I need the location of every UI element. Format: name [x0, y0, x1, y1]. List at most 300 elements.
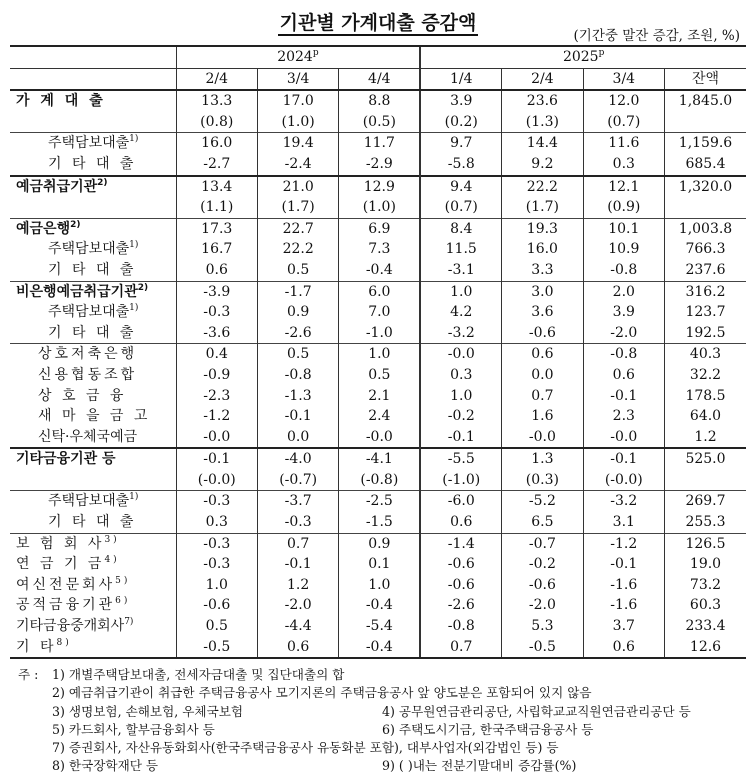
table-cell: (-0.0): [583, 470, 664, 491]
table-cell: -1.7: [257, 281, 338, 302]
table-cell: 255.3: [665, 512, 747, 533]
loan-table: [10, 45, 746, 659]
table-row: [10, 239, 746, 260]
row-label: [10, 302, 176, 323]
table-cell: 1,845.0: [665, 90, 747, 112]
table-cell: 19.0: [665, 554, 747, 575]
row-label-text: 기 타 대 출: [48, 324, 137, 341]
table-cell: -2.0: [257, 595, 338, 616]
table-row: [10, 197, 746, 218]
table-cell: -1.3: [257, 386, 338, 407]
table-cell: 17.0: [257, 90, 338, 112]
table-cell: -0.3: [176, 302, 257, 323]
table-cell: -2.3: [176, 386, 257, 407]
table-cell: -0.6: [502, 575, 583, 596]
table-cell: 13.3: [176, 90, 257, 112]
table-cell: 0.9: [257, 302, 338, 323]
row-label-text: 신용협동조합: [38, 366, 138, 383]
table-cell: (0.5): [339, 112, 420, 133]
table-cell: 2.1: [339, 386, 420, 407]
table-cell: 12.0: [583, 90, 664, 112]
footnotes: [18, 666, 748, 776]
row-label: [10, 260, 176, 281]
table-cell: 10.1: [583, 218, 664, 239]
table-cell: 11.6: [583, 133, 664, 154]
row-label: [10, 427, 176, 449]
table-cell: 1,003.8: [665, 218, 747, 239]
row-label: [10, 176, 176, 198]
table-cell: -5.4: [339, 616, 420, 637]
table-cell: -0.8: [420, 616, 501, 637]
row-label: [10, 637, 176, 659]
table-cell: 8.8: [339, 90, 420, 112]
table-cell: (0.7): [420, 197, 501, 218]
table-cell: -0.5: [176, 637, 257, 659]
row-label: [10, 365, 176, 386]
table-cell: 19.4: [257, 133, 338, 154]
table-cell: 525.0: [665, 448, 747, 470]
notes-prefix: 주 :: [18, 667, 39, 682]
table-cell: -0.1: [176, 448, 257, 470]
row-label: [10, 616, 176, 637]
table-cell: 233.4: [665, 616, 747, 637]
table-cell: (0.7): [583, 112, 664, 133]
table-cell: 23.6: [502, 90, 583, 112]
table-cell: (-0.8): [339, 470, 420, 491]
table-row: [10, 470, 746, 491]
table-cell: -2.6: [257, 323, 338, 344]
table-row: [10, 512, 746, 533]
table-cell: 6.0: [339, 281, 420, 302]
table-cell: -0.9: [176, 365, 257, 386]
note-4: 4) 공무원연금관리공단, 사립학교교직원연금관리공단 등: [382, 703, 691, 719]
table-cell: -0.6: [420, 554, 501, 575]
table-row: [10, 112, 746, 133]
col-header: 2/4: [176, 68, 257, 90]
row-label-text: 기 타: [16, 638, 57, 655]
row-label: [10, 344, 176, 365]
table-cell: -0.1: [257, 554, 338, 575]
table-cell: -3.2: [583, 491, 664, 512]
col-header: 3/4: [257, 68, 338, 90]
table-cell: -2.6: [420, 595, 501, 616]
table-cell: [665, 197, 747, 218]
table-cell: 0.5: [257, 260, 338, 281]
table-row: [10, 365, 746, 386]
table-cell: 0.6: [257, 637, 338, 659]
row-label-text: 신탁·우체국예금: [38, 428, 138, 445]
table-cell: -0.3: [257, 512, 338, 533]
table-cell: -2.0: [583, 323, 664, 344]
row-label: [10, 90, 176, 112]
table-cell: 1.0: [176, 575, 257, 596]
row-label-text: 상호저축은행: [38, 346, 138, 363]
table-cell: -0.6: [420, 575, 501, 596]
table-cell: 9.2: [502, 154, 583, 176]
table-cell: 0.6: [176, 260, 257, 281]
row-label-text: 가 계 대 출: [16, 93, 106, 110]
table-cell: 0.0: [257, 427, 338, 449]
table-cell: -3.9: [176, 281, 257, 302]
footnote-ref: 1): [129, 134, 139, 145]
table-cell: 0.0: [502, 365, 583, 386]
table-row: [10, 406, 746, 427]
footnote-ref: 1): [129, 240, 139, 251]
table-cell: -5.5: [420, 448, 501, 470]
row-label-text: 새 마 을 금 고: [38, 408, 151, 425]
table-cell: (0.2): [420, 112, 501, 133]
table-cell: -2.4: [257, 154, 338, 176]
table-cell: 11.5: [420, 239, 501, 260]
table-cell: 0.1: [339, 554, 420, 575]
table-row: [10, 344, 746, 365]
note-5: 5) 카드회사, 할부금융회사 등: [52, 721, 215, 737]
table-row: [10, 575, 746, 596]
footnote-ref: 1): [129, 492, 139, 503]
table-cell: -1.2: [583, 533, 664, 554]
table-cell: (-0.0): [176, 470, 257, 491]
table-row: [10, 386, 746, 407]
table-cell: 7.0: [339, 302, 420, 323]
table-cell: -0.1: [257, 406, 338, 427]
table-cell: -6.0: [420, 491, 501, 512]
table-cell: 1.6: [502, 406, 583, 427]
table-cell: (0.9): [583, 197, 664, 218]
row-label: [10, 281, 176, 302]
table-cell: -0.6: [502, 323, 583, 344]
row-label-text: 주택담보대출: [48, 135, 130, 152]
table-cell: 1.0: [339, 575, 420, 596]
table-row: [10, 260, 746, 281]
table-cell: (1.3): [502, 112, 583, 133]
table-cell: 3.6: [502, 302, 583, 323]
table-cell: -0.1: [583, 448, 664, 470]
table-cell: 5.3: [502, 616, 583, 637]
row-label: [10, 491, 176, 512]
table-row: [10, 491, 746, 512]
footnote-ref: 6): [115, 596, 131, 607]
table-cell: 6.9: [339, 218, 420, 239]
col-header: 4/4: [339, 68, 420, 90]
table-cell: 3.9: [420, 90, 501, 112]
table-cell: 126.5: [665, 533, 747, 554]
table-cell: 0.6: [420, 512, 501, 533]
table-cell: -2.7: [176, 154, 257, 176]
row-label: [10, 512, 176, 533]
table-cell: -1.6: [583, 595, 664, 616]
table-cell: 685.4: [665, 154, 747, 176]
table-cell: -0.8: [583, 260, 664, 281]
table-cell: (1.7): [502, 197, 583, 218]
table-cell: -0.6: [176, 595, 257, 616]
table-cell: 0.5: [257, 344, 338, 365]
footnote-ref: 4): [104, 555, 120, 566]
footnote-ref: 5): [115, 575, 131, 586]
table-cell: 0.5: [176, 616, 257, 637]
table-cell: -3.2: [420, 323, 501, 344]
table-cell: 3.7: [583, 616, 664, 637]
row-label: [10, 533, 176, 554]
table-cell: (1.1): [176, 197, 257, 218]
row-label: [10, 406, 176, 427]
table-cell: 3.0: [502, 281, 583, 302]
table-cell: 10.9: [583, 239, 664, 260]
table-cell: (1.0): [339, 197, 420, 218]
note-1: 1) 개별주택담보대출, 전세자금대출 및 집단대출의 합: [52, 667, 345, 682]
table-cell: -1.2: [176, 406, 257, 427]
table-row: [10, 218, 746, 239]
table-cell: -0.2: [420, 406, 501, 427]
table-row: [10, 302, 746, 323]
table-cell: 0.6: [502, 344, 583, 365]
table-cell: 316.2: [665, 281, 747, 302]
table-row: [10, 176, 746, 198]
table-cell: -0.0: [502, 427, 583, 449]
table-cell: 8.4: [420, 218, 501, 239]
row-label-text: 보 험 회 사: [16, 535, 105, 552]
col-header: 2/4: [502, 68, 583, 90]
header-year-2025: 2025$^p$: [420, 46, 746, 68]
table-cell: 60.3: [665, 595, 747, 616]
table-cell: -2.9: [339, 154, 420, 176]
header-year-2024: 2024$^p$: [176, 46, 420, 68]
table-row: [10, 637, 746, 659]
table-cell: 16.0: [176, 133, 257, 154]
row-label-text: 예금취급기관: [16, 178, 98, 195]
row-label: [10, 112, 176, 133]
table-cell: -0.1: [420, 427, 501, 449]
table-cell: 0.7: [257, 533, 338, 554]
table-cell: 0.6: [583, 637, 664, 659]
row-label-text: 여신전문회사: [16, 576, 116, 593]
row-label-text: 기 타 대 출: [48, 261, 137, 278]
note-8: 8) 한국장학재단 등: [52, 758, 159, 774]
table-cell: -0.1: [583, 554, 664, 575]
table-cell: (0.3): [502, 470, 583, 491]
table-row: [10, 427, 746, 449]
table-cell: -2.0: [502, 595, 583, 616]
table-cell: -4.4: [257, 616, 338, 637]
table-cell: -0.3: [176, 554, 257, 575]
table-cell: 1,320.0: [665, 176, 747, 198]
table-cell: 4.2: [420, 302, 501, 323]
row-label: [10, 448, 176, 470]
table-cell: 0.6: [583, 365, 664, 386]
table-cell: (0.8): [176, 112, 257, 133]
row-label-text: 주택담보대출: [48, 304, 130, 321]
table-cell: 13.4: [176, 176, 257, 198]
table-cell: 0.3: [583, 154, 664, 176]
row-label-text: 주택담보대출: [48, 493, 130, 510]
table-cell: 22.2: [502, 176, 583, 198]
table-cell: -0.4: [339, 595, 420, 616]
table-cell: -0.2: [502, 554, 583, 575]
row-label: [10, 218, 176, 239]
table-cell: 9.4: [420, 176, 501, 198]
table-cell: 178.5: [665, 386, 747, 407]
table-cell: (1.0): [257, 112, 338, 133]
table-cell: 2.4: [339, 406, 420, 427]
table-cell: 14.4: [502, 133, 583, 154]
row-label: [10, 154, 176, 176]
row-label: [10, 386, 176, 407]
footnote-ref: 8): [56, 637, 72, 648]
table-cell: -0.8: [583, 344, 664, 365]
table-cell: [665, 112, 747, 133]
table-cell: -0.0: [339, 427, 420, 449]
note-7: 7) 증권회사, 자산유동화회사(한국주택금융공사 유동화분 포함), 대부사업자(외감법인 등) 등: [52, 740, 559, 756]
table-row: [10, 281, 746, 302]
row-label-text: 기타금융중개회사: [16, 618, 125, 635]
table-cell: 32.2: [665, 365, 747, 386]
row-label-text: 상 호 금 융: [38, 387, 127, 404]
table-cell: -0.7: [502, 533, 583, 554]
row-label-text: 연 금 기 금: [16, 556, 105, 573]
row-label: [10, 133, 176, 154]
table-row: [10, 90, 746, 112]
table-cell: -0.5: [502, 637, 583, 659]
table-row: [10, 448, 746, 470]
table-cell: -0.0: [176, 427, 257, 449]
table-cell: -1.5: [339, 512, 420, 533]
table-cell: (1.7): [257, 197, 338, 218]
row-label-text: 예금은행: [16, 220, 71, 237]
table-cell: 2.3: [583, 406, 664, 427]
table-cell: 2.0: [583, 281, 664, 302]
table-cell: 1.0: [339, 344, 420, 365]
table-cell: -1.6: [583, 575, 664, 596]
note-9: 9) ( )내는 전분기말대비 증감률(%): [382, 758, 577, 774]
table-cell: 6.5: [502, 512, 583, 533]
table-cell: 0.4: [176, 344, 257, 365]
footnote-ref: 2): [137, 282, 149, 293]
footnote-ref: 7): [124, 617, 134, 628]
table-cell: -0.3: [176, 533, 257, 554]
table-row: [10, 133, 746, 154]
table-cell: 123.7: [665, 302, 747, 323]
table-cell: [665, 470, 747, 491]
row-label-text: 기타금융기관 등: [16, 451, 116, 468]
table-cell: 0.7: [420, 637, 501, 659]
table-cell: 0.3: [420, 365, 501, 386]
table-row: [10, 554, 746, 575]
table-cell: 766.3: [665, 239, 747, 260]
row-label-text: 주택담보대출: [48, 241, 130, 258]
row-label: [10, 197, 176, 218]
table-cell: 192.5: [665, 323, 747, 344]
note-3: 3) 생명보험, 손해보험, 우체국보험: [52, 703, 244, 719]
note-6: 6) 주택도시기금, 한국주택금융공사 등: [382, 721, 594, 737]
col-header: 잔액: [665, 68, 747, 90]
table-cell: 22.2: [257, 239, 338, 260]
table-cell: 12.6: [665, 637, 747, 659]
row-label-text: 기 타 대 출: [48, 155, 137, 172]
row-label-text: 기 타 대 출: [48, 514, 137, 531]
table-row: [10, 533, 746, 554]
table-cell: -0.0: [583, 427, 664, 449]
table-cell: 1.2: [665, 427, 747, 449]
table-cell: 73.2: [665, 575, 747, 596]
row-label-text: 공적금융기관: [16, 597, 116, 614]
footnote-ref: 2): [70, 219, 81, 230]
row-label: [10, 239, 176, 260]
table-cell: -1.4: [420, 533, 501, 554]
footnote-ref: 3): [104, 534, 120, 545]
table-cell: 3.3: [502, 260, 583, 281]
table-row: [10, 154, 746, 176]
table-cell: 0.5: [339, 365, 420, 386]
table-cell: 1.3: [502, 448, 583, 470]
table-cell: -2.5: [339, 491, 420, 512]
row-label: [10, 554, 176, 575]
header-corner-2: [10, 68, 176, 90]
table-cell: 1,159.6: [665, 133, 747, 154]
footnote-ref: 1): [129, 303, 139, 314]
table-cell: 0.3: [176, 512, 257, 533]
note-2: 2) 예금취급기관이 취급한 주택금융공사 모기지론의 주택금융공사 앞 양도분은 포함되어 있지 않음: [52, 685, 592, 701]
table-cell: 12.9: [339, 176, 420, 198]
footnote-ref: 2): [97, 177, 108, 188]
row-label: [10, 595, 176, 616]
table-cell: 19.3: [502, 218, 583, 239]
table-cell: -3.7: [257, 491, 338, 512]
table-cell: 16.7: [176, 239, 257, 260]
table-cell: -0.4: [339, 637, 420, 659]
table-cell: -4.0: [257, 448, 338, 470]
table-cell: 3.9: [583, 302, 664, 323]
table-cell: 237.6: [665, 260, 747, 281]
table-title: 기관별 가계대출 증감액: [279, 12, 477, 34]
row-label: [10, 575, 176, 596]
table-cell: 1.2: [257, 575, 338, 596]
table-cell: -3.6: [176, 323, 257, 344]
table-cell: 1.0: [420, 386, 501, 407]
table-cell: 21.0: [257, 176, 338, 198]
table-row: [10, 323, 746, 344]
table-cell: 9.7: [420, 133, 501, 154]
table-cell: -3.1: [420, 260, 501, 281]
table-cell: (-0.7): [257, 470, 338, 491]
table-cell: 269.7: [665, 491, 747, 512]
table-cell: 12.1: [583, 176, 664, 198]
col-header: 3/4: [583, 68, 664, 90]
table-cell: 7.3: [339, 239, 420, 260]
table-cell: -1.0: [339, 323, 420, 344]
header-corner: [10, 46, 176, 68]
table-cell: -0.8: [257, 365, 338, 386]
col-header: 1/4: [420, 68, 501, 90]
row-label-text: 비은행예금취급기관: [16, 283, 138, 300]
table-cell: 17.3: [176, 218, 257, 239]
table-cell: 22.7: [257, 218, 338, 239]
table-cell: -5.2: [502, 491, 583, 512]
table-row: [10, 595, 746, 616]
table-cell: 3.1: [583, 512, 664, 533]
table-cell: 40.3: [665, 344, 747, 365]
table-cell: 0.9: [339, 533, 420, 554]
table-cell: 11.7: [339, 133, 420, 154]
table-cell: (-1.0): [420, 470, 501, 491]
row-label: [10, 470, 176, 491]
table-cell: 16.0: [502, 239, 583, 260]
table-row: [10, 616, 746, 637]
table-cell: 0.7: [502, 386, 583, 407]
table-cell: -0.0: [420, 344, 501, 365]
table-cell: -0.3: [176, 491, 257, 512]
table-cell: -0.1: [583, 386, 664, 407]
unit-note: (기간중 말잔 증감, 조원, %): [573, 28, 740, 44]
row-label: [10, 323, 176, 344]
